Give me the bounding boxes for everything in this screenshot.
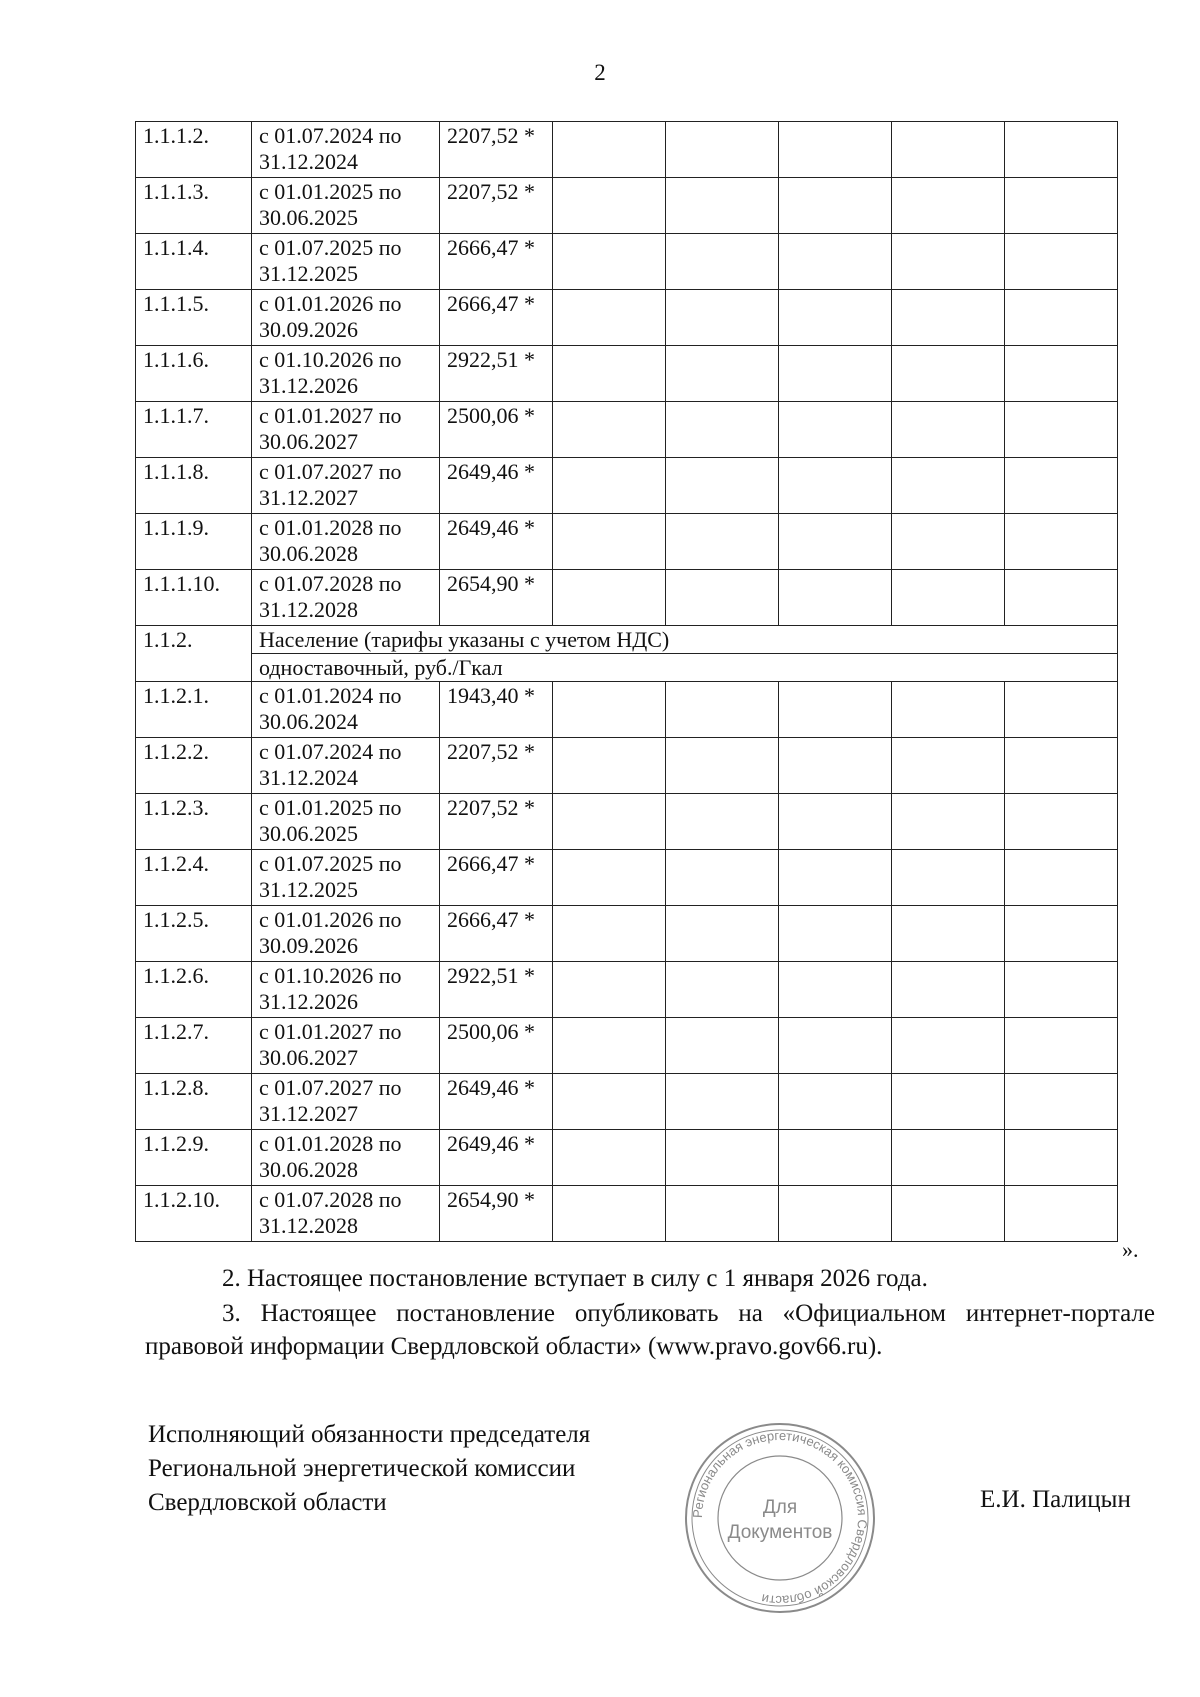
empty-cell [779,514,892,570]
empty-cell [779,738,892,794]
row-tariff-value: 2649,46 * [440,514,553,570]
empty-cell [1005,682,1118,738]
row-tariff-value: 2666,47 * [440,850,553,906]
empty-cell [892,682,1005,738]
empty-cell [666,458,779,514]
empty-cell [892,850,1005,906]
row-period: с 01.07.2025 по 31.12.2025 [252,850,440,906]
empty-cell [666,1074,779,1130]
empty-cell [553,458,666,514]
table-row [136,1074,1118,1130]
row-code: 1.1.2.2. [136,738,252,794]
row-tariff-value: 2207,52 * [440,178,553,234]
empty-cell [666,738,779,794]
row-period: с 01.01.2026 по 30.09.2026 [252,290,440,346]
row-tariff-value: 2500,06 * [440,1018,553,1074]
table-row [136,1130,1118,1186]
row-period: с 01.01.2025 по 30.06.2025 [252,794,440,850]
row-period: с 01.07.2024 по 31.12.2024 [252,122,440,178]
empty-cell [666,346,779,402]
table-row [136,794,1118,850]
empty-cell [1005,122,1118,178]
table-row [136,458,1118,514]
empty-cell [1005,1186,1118,1242]
row-code: 1.1.1.8. [136,458,252,514]
empty-cell [779,850,892,906]
row-code: 1.1.2.5. [136,906,252,962]
row-tariff-value: 2922,51 * [440,962,553,1018]
empty-cell [779,962,892,1018]
table-row [136,906,1118,962]
empty-cell [892,794,1005,850]
empty-cell [553,850,666,906]
row-period: с 01.07.2027 по 31.12.2027 [252,458,440,514]
official-seal [680,1418,880,1618]
table-row [136,290,1118,346]
row-code: 1.1.1.5. [136,290,252,346]
empty-cell [1005,906,1118,962]
table-row [136,850,1118,906]
empty-cell [779,458,892,514]
group-header-row [136,626,1118,654]
table-row [136,738,1118,794]
empty-cell [553,906,666,962]
empty-cell [666,402,779,458]
row-period: с 01.01.2026 по 30.09.2026 [252,906,440,962]
row-code: 1.1.1.10. [136,570,252,626]
empty-cell [779,346,892,402]
empty-cell [553,794,666,850]
row-tariff-value: 1943,40 * [440,682,553,738]
table-row [136,346,1118,402]
empty-cell [666,962,779,1018]
row-code: 1.1.2.9. [136,1130,252,1186]
empty-cell [892,1018,1005,1074]
row-period: с 01.07.2028 по 31.12.2028 [252,1186,440,1242]
seal-inner-line-2: Документов [727,1522,833,1543]
row-period: с 01.01.2025 по 30.06.2025 [252,178,440,234]
row-period: с 01.07.2027 по 31.12.2027 [252,1074,440,1130]
row-tariff-value: 2654,90 * [440,1186,553,1242]
empty-cell [666,234,779,290]
population-group [136,626,1118,682]
empty-cell [666,906,779,962]
empty-cell [892,402,1005,458]
row-period: с 01.01.2027 по 30.06.2027 [252,402,440,458]
row-period: с 01.01.2027 по 30.06.2027 [252,1018,440,1074]
row-period: с 01.10.2026 по 31.12.2026 [252,346,440,402]
row-period: с 01.01.2028 по 30.06.2028 [252,1130,440,1186]
row-code: 1.1.1.9. [136,514,252,570]
closing-quote: ». [1122,1237,1139,1262]
row-code: 1.1.1.6. [136,346,252,402]
empty-cell [779,794,892,850]
tariff-rows-population [136,682,1118,1242]
tariff-rows-main [136,122,1118,626]
empty-cell [553,178,666,234]
row-code: 1.1.2.4. [136,850,252,906]
table-row [136,514,1118,570]
empty-cell [892,234,1005,290]
row-tariff-value: 2649,46 * [440,458,553,514]
empty-cell [892,1186,1005,1242]
row-tariff-value: 2649,46 * [440,1074,553,1130]
row-code: 1.1.2.3. [136,794,252,850]
empty-cell [1005,794,1118,850]
empty-cell [1005,178,1118,234]
seal-outer-text: Региональная энергетическая комиссия Свердловской области [689,1427,871,1609]
position-line: Региональной энергетической комиссии [148,1455,576,1482]
row-code: 1.1.2.1. [136,682,252,738]
empty-cell [892,962,1005,1018]
empty-cell [666,794,779,850]
empty-cell [666,122,779,178]
empty-cell [892,346,1005,402]
table-row [136,234,1118,290]
empty-cell [892,1130,1005,1186]
empty-cell [553,122,666,178]
row-tariff-value: 2666,47 * [440,906,553,962]
empty-cell [1005,514,1118,570]
row-code: 1.1.2.6. [136,962,252,1018]
row-period: с 01.07.2024 по 31.12.2024 [252,738,440,794]
empty-cell [553,1018,666,1074]
empty-cell [892,906,1005,962]
row-tariff-value: 2207,52 * [440,794,553,850]
empty-cell [779,906,892,962]
empty-cell [666,850,779,906]
signer-name: Е.И. Палицын [980,1486,1131,1513]
row-tariff-value: 2207,52 * [440,738,553,794]
empty-cell [553,290,666,346]
row-tariff-value: 2666,47 * [440,234,553,290]
empty-cell [779,1074,892,1130]
empty-cell [779,1186,892,1242]
empty-cell [1005,402,1118,458]
table-row [136,570,1118,626]
row-code: 1.1.1.2. [136,122,252,178]
empty-cell [779,122,892,178]
group-subtitle: одноставочный, руб./Гкал [252,654,1118,682]
empty-cell [1005,850,1118,906]
row-code: 1.1.2.8. [136,1074,252,1130]
empty-cell [1005,346,1118,402]
empty-cell [666,1130,779,1186]
empty-cell [779,178,892,234]
row-period: с 01.07.2025 по 31.12.2025 [252,234,440,290]
table-row [136,1018,1118,1074]
empty-cell [553,1186,666,1242]
table-row [136,962,1118,1018]
empty-cell [553,402,666,458]
empty-cell [892,1074,1005,1130]
empty-cell [553,682,666,738]
row-code: 1.1.2.10. [136,1186,252,1242]
empty-cell [892,290,1005,346]
empty-cell [1005,570,1118,626]
empty-cell [1005,290,1118,346]
empty-cell [1005,738,1118,794]
empty-cell [1005,1130,1118,1186]
group-subtitle-row [136,654,1118,682]
row-period: с 01.01.2024 по 30.06.2024 [252,682,440,738]
empty-cell [779,290,892,346]
position-line: Исполняющий обязанности председателя [148,1421,591,1448]
empty-cell [1005,1074,1118,1130]
empty-cell [892,178,1005,234]
row-tariff-value: 2207,52 * [440,122,553,178]
table-row [136,1186,1118,1242]
empty-cell [666,514,779,570]
empty-cell [666,1018,779,1074]
empty-cell [892,738,1005,794]
empty-cell [666,1186,779,1242]
row-tariff-value: 2649,46 * [440,1130,553,1186]
empty-cell [892,122,1005,178]
empty-cell [1005,458,1118,514]
row-code: 1.1.2.7. [136,1018,252,1074]
empty-cell [779,234,892,290]
paragraph-3: 3. Настоящее постановление опубликовать на «Официальном интернет-портале правовой информации Свердловской области» (www.pravo.gov66.ru). [145,1300,1155,1360]
row-tariff-value: 2922,51 * [440,346,553,402]
row-tariff-value: 2666,47 * [440,290,553,346]
row-code: 1.1.1.7. [136,402,252,458]
row-period: с 01.07.2028 по 31.12.2028 [252,570,440,626]
empty-cell [892,514,1005,570]
row-period: с 01.01.2028 по 30.06.2028 [252,514,440,570]
row-period: с 01.10.2026 по 31.12.2026 [252,962,440,1018]
empty-cell [779,570,892,626]
empty-cell [553,962,666,1018]
empty-cell [666,290,779,346]
tariff-table [135,121,1118,1242]
table-row [136,122,1118,178]
empty-cell [779,682,892,738]
empty-cell [1005,1018,1118,1074]
group-code: 1.1.2. [136,626,252,682]
row-tariff-value: 2500,06 * [440,402,553,458]
table-row [136,682,1118,738]
row-code: 1.1.1.3. [136,178,252,234]
position-line: Свердловской области [148,1489,387,1516]
empty-cell [1005,962,1118,1018]
empty-cell [666,570,779,626]
table-row [136,402,1118,458]
empty-cell [779,1130,892,1186]
signature-position [148,1418,590,1520]
empty-cell [553,1130,666,1186]
empty-cell [553,570,666,626]
seal-inner-line-1: Для [762,1497,798,1518]
page-number: 2 [594,60,606,85]
empty-cell [779,1018,892,1074]
empty-cell [666,178,779,234]
table-row [136,178,1118,234]
empty-cell [1005,234,1118,290]
paragraph-2: 2. Настоящее постановление вступает в силу с 1 января 2026 года. [222,1265,928,1292]
empty-cell [553,346,666,402]
row-tariff-value: 2654,90 * [440,570,553,626]
empty-cell [779,402,892,458]
empty-cell [892,458,1005,514]
empty-cell [553,514,666,570]
empty-cell [666,682,779,738]
empty-cell [553,234,666,290]
row-code: 1.1.1.4. [136,234,252,290]
empty-cell [553,1074,666,1130]
empty-cell [553,738,666,794]
group-title: Население (тарифы указаны с учетом НДС) [252,626,1118,654]
empty-cell [892,570,1005,626]
